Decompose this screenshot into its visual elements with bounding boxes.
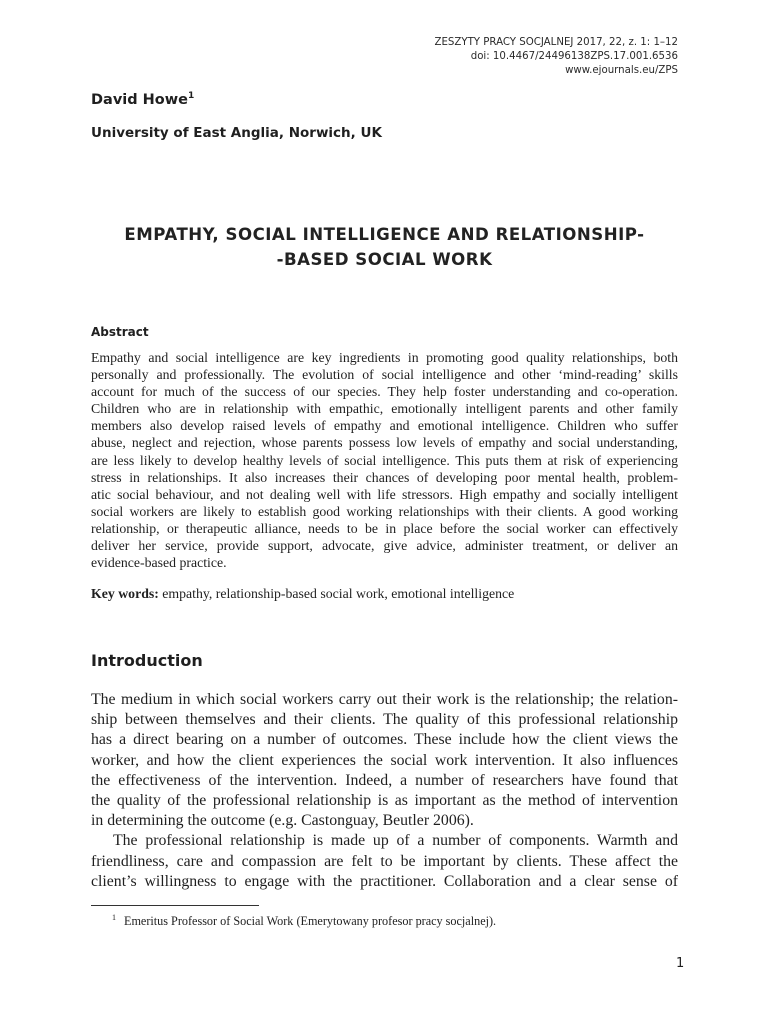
- abstract-line: are less likely to develop healthy levels of social intelligence. This puts them at risk of experiencing: [91, 452, 678, 468]
- paper-title-line: -BASED SOCIAL WORK: [276, 250, 493, 269]
- section-heading-introduction: Introduction: [91, 651, 203, 670]
- keywords: [91, 586, 514, 602]
- body-line: has a direct bearing on a number of outcomes. These include how the client views the: [91, 731, 678, 749]
- paper-title: [91, 222, 678, 272]
- abstract-line: account for much of the success of our species. They help foster understanding and co-operation.: [91, 384, 678, 400]
- body-line: The medium in which social workers carry out their work is the relationship; the relation-: [91, 691, 678, 708]
- abstract-body: [91, 349, 678, 571]
- abstract-line: abuse, neglect and rejection, whose parents possess low levels of empathy and social understanding,: [91, 435, 678, 451]
- abstract-line: evidence-based practice.: [91, 555, 227, 571]
- abstract-line: Children who are in relationship with empathic, emotionally intelligent parents and other family: [91, 401, 678, 417]
- journal-header: [258, 36, 678, 78]
- journal-citation: ZESZYTY PRACY SOCJALNEJ 2017, 22, z. 1: 1–12: [434, 37, 678, 48]
- abstract-line: members also develop raised levels of empathy and emotional intelligence. Children who suffer: [91, 418, 678, 434]
- abstract-line: atic social behaviour, and not dealing well with life stressors. High empathy and socially intelligent: [91, 486, 678, 502]
- abstract-line: relationship, or therapeutic alliance, needs to be in place before the social worker can effectively: [91, 520, 678, 536]
- body-line: The professional relationship is made up of a number of components. Warmth and: [113, 832, 678, 850]
- body-line: client’s willingness to engage with the practitioner. Collaboration and a clear sense of: [91, 872, 678, 890]
- author-affiliation: University of East Anglia, Norwich, UK: [91, 125, 382, 141]
- footnote-text: Emeritus Professor of Social Work (Emerytowany profesor pracy socjalnej).: [124, 914, 497, 929]
- abstract-line: Empathy and social intelligence are key ingredients in promoting good quality relationships, both: [91, 350, 678, 365]
- journal-url: www.ejournals.eu/ZPS: [565, 65, 678, 76]
- paper-title-line: EMPATHY, SOCIAL INTELLIGENCE AND RELATIONSHIP-: [124, 225, 645, 244]
- keywords-text: empathy, relationship-based social work, emotional intelligence: [162, 586, 515, 601]
- footnote: [112, 913, 496, 929]
- abstract-line: personally and professionally. The evolution of social intelligence and other ‘mind-reading’ skills: [91, 367, 678, 383]
- author-name: [91, 91, 194, 108]
- body-line: friendliness, care and compassion are felt to be important by clients. These affect the: [91, 852, 678, 870]
- body-line: the effectiveness of the intervention. Indeed, a number of researchers have found that: [91, 771, 678, 789]
- journal-doi: doi: 10.4467/24496138ZPS.17.001.6536: [470, 51, 678, 62]
- body-line: the quality of the professional relationship is as important as the method of intervention: [91, 792, 678, 810]
- footnote-mark: 1: [112, 913, 116, 922]
- page-number: 1: [676, 956, 685, 971]
- footnote-divider: [91, 905, 259, 906]
- abstract-line: stress in relationships. It also increases their chances of developing poor mental health, problem-: [91, 469, 678, 485]
- abstract-line: social workers are likely to establish good working relationships with their clients. A good working: [91, 503, 678, 519]
- body-line: ship between themselves and their clients. The quality of this professional relationship: [91, 711, 678, 729]
- body-line: in determining the outcome (e.g. Castonguay, Beutler 2006).: [91, 812, 474, 830]
- abstract-line: deliver her service, provide support, advocate, give advice, administer treatment, or deliver an: [91, 538, 678, 554]
- introduction-body: [91, 690, 678, 892]
- keywords-label: Key words:: [91, 586, 159, 601]
- abstract-heading: Abstract: [91, 325, 149, 339]
- author-footnote-mark: 1: [188, 91, 195, 101]
- author-name-text: David Howe: [91, 91, 188, 108]
- body-line: worker, and how the client experiences the social work intervention. It also influences: [91, 751, 678, 769]
